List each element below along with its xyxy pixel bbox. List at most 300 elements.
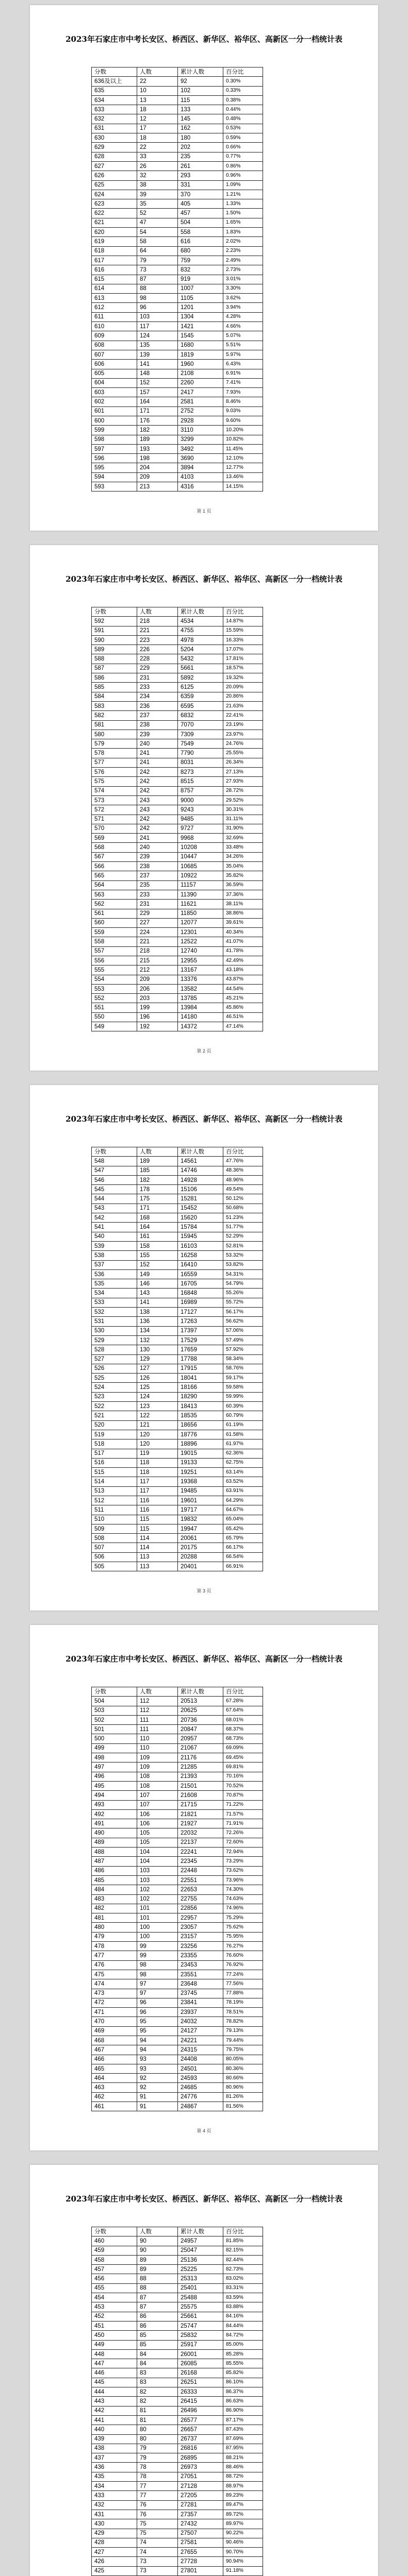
table-row — [92, 1819, 263, 1828]
cumulative-cell: 25747 — [178, 2321, 223, 2330]
percent-cell: 51.23% — [223, 1213, 263, 1223]
score-cell: 601 — [92, 406, 137, 416]
count-cell: 185 — [137, 1166, 178, 1175]
score-cell: 623 — [92, 199, 137, 209]
table-row — [92, 1439, 263, 1449]
cumulative-cell: 18896 — [178, 1439, 223, 1449]
score-cell: 515 — [92, 1468, 137, 1477]
score-cell: 633 — [92, 105, 137, 114]
percent-cell: 12.10% — [223, 454, 263, 463]
cumulative-cell: 759 — [178, 256, 223, 265]
count-cell: 86 — [137, 2312, 178, 2321]
cumulative-cell: 18776 — [178, 1430, 223, 1439]
table-row — [92, 1185, 263, 1194]
cumulative-cell: 25401 — [178, 2283, 223, 2293]
percent-cell: 62.36% — [223, 1449, 263, 1458]
score-cell: 452 — [92, 2312, 137, 2321]
count-cell: 234 — [137, 692, 178, 701]
cumulative-cell: 24867 — [178, 2102, 223, 2111]
cumulative-cell: 18166 — [178, 1383, 223, 1392]
table-row — [92, 815, 263, 824]
table-row — [92, 2246, 263, 2255]
table-row — [92, 2557, 263, 2566]
count-cell: 158 — [137, 1241, 178, 1250]
table-row — [92, 454, 263, 463]
score-cell: 537 — [92, 1260, 137, 1269]
cumulative-cell: 16989 — [178, 1298, 223, 1307]
percent-cell: 89.97% — [223, 2519, 263, 2529]
percent-cell: 76.27% — [223, 1942, 263, 1951]
table-row — [92, 1232, 263, 1241]
cumulative-cell: 27507 — [178, 2529, 223, 2538]
cumulative-cell: 133 — [178, 105, 223, 114]
count-cell: 77 — [137, 2482, 178, 2491]
percent-cell: 69.09% — [223, 1743, 263, 1753]
count-cell: 88 — [137, 284, 178, 293]
count-cell: 87 — [137, 2302, 178, 2312]
count-cell: 73 — [137, 265, 178, 275]
percent-cell: 83.59% — [223, 2293, 263, 2302]
cumulative-cell: 7790 — [178, 749, 223, 758]
score-cell: 518 — [92, 1439, 137, 1449]
table-row — [92, 416, 263, 425]
document-page — [30, 1085, 378, 1611]
count-cell: 134 — [137, 1326, 178, 1335]
cumulative-cell: 17127 — [178, 1308, 223, 1317]
score-cell: 581 — [92, 720, 137, 730]
count-cell: 26 — [137, 161, 178, 171]
count-cell: 89 — [137, 2265, 178, 2274]
table-row — [92, 2331, 263, 2340]
table-row — [92, 86, 263, 95]
table-row — [92, 1743, 263, 1753]
cumulative-cell: 4316 — [178, 482, 223, 492]
percent-cell: 59.99% — [223, 1392, 263, 1401]
count-cell: 136 — [137, 1317, 178, 1326]
count-cell: 54 — [137, 228, 178, 237]
cumulative-cell: 11621 — [178, 900, 223, 909]
score-cell: 631 — [92, 124, 137, 133]
cumulative-cell: 24315 — [178, 2045, 223, 2055]
table-row — [92, 1762, 263, 1772]
cumulative-cell: 25575 — [178, 2302, 223, 2312]
table-row — [92, 2008, 263, 2017]
score-cell: 520 — [92, 1420, 137, 1430]
count-cell: 115 — [137, 1524, 178, 1533]
percent-cell: 1.50% — [223, 209, 263, 218]
table-row — [92, 1308, 263, 1317]
percent-cell: 84.44% — [223, 2321, 263, 2330]
percent-cell: 32.69% — [223, 834, 263, 843]
count-cell: 82 — [137, 2387, 178, 2397]
percent-cell: 47.76% — [223, 1157, 263, 1166]
count-cell: 218 — [137, 617, 178, 626]
percent-cell: 3.30% — [223, 284, 263, 293]
cumulative-cell: 26333 — [178, 2387, 223, 2397]
score-cell: 467 — [92, 2045, 137, 2055]
table-row — [92, 739, 263, 749]
percent-cell: 75.95% — [223, 1932, 263, 1941]
cumulative-cell: 1960 — [178, 360, 223, 369]
count-cell: 182 — [137, 1175, 178, 1184]
count-cell: 152 — [137, 378, 178, 387]
percent-cell: 10.82% — [223, 435, 263, 444]
table-row — [92, 1515, 263, 1524]
count-cell: 73 — [137, 2566, 178, 2575]
count-cell: 130 — [137, 1345, 178, 1354]
count-cell: 91 — [137, 2102, 178, 2111]
count-cell: 221 — [137, 937, 178, 946]
percent-cell: 42.49% — [223, 956, 263, 965]
score-cell: 462 — [92, 2092, 137, 2102]
score-cell: 427 — [92, 2548, 137, 2557]
score-cell: 622 — [92, 209, 137, 218]
score-cell: 516 — [92, 1458, 137, 1467]
percent-cell: 65.42% — [223, 1524, 263, 1533]
score-cell: 579 — [92, 739, 137, 749]
count-cell: 17 — [137, 124, 178, 133]
table-row — [92, 2055, 263, 2064]
score-cell: 608 — [92, 341, 137, 350]
score-cell: 446 — [92, 2368, 137, 2378]
percent-cell: 89.23% — [223, 2491, 263, 2500]
count-cell: 121 — [137, 1420, 178, 1430]
percent-cell: 72.94% — [223, 1848, 263, 1857]
table-row — [92, 2312, 263, 2321]
table-row — [92, 1913, 263, 1923]
cumulative-cell: 21715 — [178, 1800, 223, 1809]
table-row — [92, 1166, 263, 1175]
score-cell: 573 — [92, 795, 137, 805]
table-row — [92, 1800, 263, 1809]
score-cell: 526 — [92, 1364, 137, 1373]
score-cell: 497 — [92, 1762, 137, 1772]
count-cell: 64 — [137, 246, 178, 256]
cumulative-cell: 293 — [178, 171, 223, 180]
count-cell: 176 — [137, 416, 178, 425]
score-cell: 595 — [92, 463, 137, 472]
percent-cell: 0.33% — [223, 86, 263, 95]
score-cell: 591 — [92, 626, 137, 635]
count-cell: 146 — [137, 1279, 178, 1289]
cumulative-cell: 9968 — [178, 834, 223, 843]
cumulative-cell: 23745 — [178, 1989, 223, 1998]
count-cell: 241 — [137, 749, 178, 758]
cumulative-cell: 25225 — [178, 2265, 223, 2274]
cumulative-cell: 2260 — [178, 378, 223, 387]
cumulative-cell: 23648 — [178, 1979, 223, 1989]
table-row — [92, 360, 263, 369]
table-row — [92, 918, 263, 927]
score-cell: 568 — [92, 843, 137, 852]
table-row — [92, 1157, 263, 1166]
percent-cell: 10.20% — [223, 426, 263, 435]
score-cell: 535 — [92, 1279, 137, 1289]
count-cell: 32 — [137, 171, 178, 180]
count-cell: 100 — [137, 1923, 178, 1932]
table-row — [92, 2368, 263, 2378]
count-cell: 103 — [137, 312, 178, 321]
table-row — [92, 805, 263, 815]
percent-cell: 7.41% — [223, 378, 263, 387]
percent-cell: 69.45% — [223, 1753, 263, 1762]
cumulative-cell: 10922 — [178, 871, 223, 880]
score-cell: 614 — [92, 284, 137, 293]
table-row — [92, 161, 263, 171]
score-cell: 624 — [92, 190, 137, 199]
score-cell: 471 — [92, 2008, 137, 2017]
percent-cell: 49.54% — [223, 1185, 263, 1194]
cumulative-cell: 19368 — [178, 1477, 223, 1486]
percent-cell: 85.28% — [223, 2349, 263, 2359]
percent-cell: 70.16% — [223, 1772, 263, 1781]
score-cell: 612 — [92, 303, 137, 312]
table-row — [92, 1970, 263, 1979]
cumulative-cell: 8273 — [178, 768, 223, 777]
count-cell: 108 — [137, 1772, 178, 1781]
cumulative-cell: 27581 — [178, 2538, 223, 2547]
table-row — [92, 1458, 263, 1467]
score-cell: 592 — [92, 617, 137, 626]
cumulative-cell: 9243 — [178, 805, 223, 815]
percent-cell: 29.52% — [223, 795, 263, 805]
score-cell: 448 — [92, 2349, 137, 2359]
score-cell: 473 — [92, 1989, 137, 1998]
cumulative-cell: 19133 — [178, 1458, 223, 1467]
score-cell: 567 — [92, 852, 137, 861]
table-row — [92, 133, 263, 143]
cumulative-cell: 17788 — [178, 1354, 223, 1364]
cumulative-cell: 6359 — [178, 692, 223, 701]
cumulative-cell: 27051 — [178, 2472, 223, 2481]
score-cell: 463 — [92, 2083, 137, 2092]
percent-cell: 64.67% — [223, 1505, 263, 1515]
cumulative-cell: 10447 — [178, 852, 223, 861]
count-cell: 88 — [137, 2283, 178, 2293]
table-row — [92, 388, 263, 397]
count-cell: 35 — [137, 199, 178, 209]
score-cell: 523 — [92, 1392, 137, 1401]
table-row — [92, 730, 263, 739]
percent-cell: 85.00% — [223, 2340, 263, 2349]
table-row — [92, 1715, 263, 1724]
table-row — [92, 2519, 263, 2529]
page-title: 2023年石家庄市中考长安区、桥西区、新华区、裕华区、高新区一分一档统计表 — [66, 574, 342, 584]
cumulative-cell: 4755 — [178, 626, 223, 635]
table-row — [92, 1505, 263, 1515]
cumulative-cell: 6125 — [178, 683, 223, 692]
table-row — [92, 1734, 263, 1743]
table-row — [92, 246, 263, 256]
percent-cell: 72.26% — [223, 1828, 263, 1838]
score-cell: 610 — [92, 322, 137, 331]
percent-cell: 20.09% — [223, 683, 263, 692]
percent-cell: 51.77% — [223, 1223, 263, 1232]
count-cell: 178 — [137, 1185, 178, 1194]
table-row — [92, 114, 263, 124]
table-row — [92, 2425, 263, 2434]
cumulative-cell: 22856 — [178, 1904, 223, 1913]
cumulative-cell: 1545 — [178, 331, 223, 341]
count-cell: 91 — [137, 2092, 178, 2102]
table-row — [92, 463, 263, 472]
column-header: 百分比 — [223, 607, 263, 617]
table-row — [92, 909, 263, 918]
count-cell: 101 — [137, 1904, 178, 1913]
percent-cell: 44.54% — [223, 984, 263, 993]
score-cell: 598 — [92, 435, 137, 444]
count-cell: 82 — [137, 2397, 178, 2406]
count-cell: 18 — [137, 133, 178, 143]
percent-cell: 2.73% — [223, 265, 263, 275]
table-row — [92, 1269, 263, 1279]
count-cell: 189 — [137, 1157, 178, 1166]
score-cell: 429 — [92, 2529, 137, 2538]
percent-cell: 57.06% — [223, 1326, 263, 1335]
percent-cell: 23.19% — [223, 720, 263, 730]
count-cell: 83 — [137, 2378, 178, 2387]
percent-cell: 48.96% — [223, 1175, 263, 1184]
count-cell: 80 — [137, 2434, 178, 2444]
count-cell: 120 — [137, 1430, 178, 1439]
count-cell: 12 — [137, 114, 178, 124]
count-cell: 196 — [137, 1012, 178, 1022]
percent-cell: 9.60% — [223, 416, 263, 425]
cumulative-cell: 24685 — [178, 2083, 223, 2092]
score-table — [91, 67, 263, 492]
table-row — [92, 654, 263, 664]
count-cell: 87 — [137, 275, 178, 284]
percent-cell: 57.49% — [223, 1335, 263, 1345]
score-table — [91, 1687, 263, 2111]
cumulative-cell: 26657 — [178, 2425, 223, 2434]
table-row — [92, 1223, 263, 1232]
score-cell: 536 — [92, 1269, 137, 1279]
percent-cell: 82.15% — [223, 2246, 263, 2255]
table-row — [92, 426, 263, 435]
percent-cell: 63.14% — [223, 1468, 263, 1477]
cumulative-cell: 832 — [178, 265, 223, 275]
cumulative-cell: 6595 — [178, 701, 223, 710]
cumulative-cell: 504 — [178, 218, 223, 227]
cumulative-cell: 24957 — [178, 2236, 223, 2246]
cumulative-cell: 7070 — [178, 720, 223, 730]
score-cell: 542 — [92, 1213, 137, 1223]
percent-cell: 43.18% — [223, 965, 263, 975]
count-cell: 124 — [137, 1392, 178, 1401]
count-cell: 83 — [137, 2368, 178, 2378]
cumulative-cell: 19601 — [178, 1496, 223, 1505]
cumulative-cell: 20625 — [178, 1706, 223, 1715]
percent-cell: 1.09% — [223, 180, 263, 190]
percent-cell: 63.52% — [223, 1477, 263, 1486]
count-cell: 215 — [137, 956, 178, 965]
count-cell: 111 — [137, 1725, 178, 1734]
table-row — [92, 862, 263, 871]
count-cell: 236 — [137, 701, 178, 710]
column-header: 累计人数 — [178, 2227, 223, 2236]
cumulative-cell: 25047 — [178, 2246, 223, 2255]
table-row — [92, 664, 263, 673]
table-row — [92, 105, 263, 114]
cumulative-cell: 23453 — [178, 1960, 223, 1970]
cumulative-cell: 20401 — [178, 1562, 223, 1571]
count-cell: 241 — [137, 834, 178, 843]
score-cell: 593 — [92, 482, 137, 492]
cumulative-cell: 27801 — [178, 2566, 223, 2575]
percent-cell: 54.79% — [223, 1279, 263, 1289]
count-cell: 110 — [137, 1743, 178, 1753]
cumulative-cell: 17659 — [178, 1345, 223, 1354]
cumulative-cell: 20847 — [178, 1725, 223, 1734]
count-cell: 135 — [137, 341, 178, 350]
table-row — [92, 1989, 263, 1998]
page-title: 2023年石家庄市中考长安区、桥西区、新华区、裕华区、高新区一分一档统计表 — [66, 1654, 342, 1664]
score-cell: 460 — [92, 2236, 137, 2246]
cumulative-cell: 1105 — [178, 294, 223, 303]
score-cell: 627 — [92, 161, 137, 171]
score-cell: 482 — [92, 1904, 137, 1913]
cumulative-cell: 102 — [178, 86, 223, 95]
percent-cell: 73.62% — [223, 1866, 263, 1875]
count-cell: 132 — [137, 1335, 178, 1345]
percent-cell: 5.07% — [223, 331, 263, 341]
table-row — [92, 218, 263, 227]
percent-cell: 80.96% — [223, 2083, 263, 2092]
cumulative-cell: 15784 — [178, 1223, 223, 1232]
score-cell: 630 — [92, 133, 137, 143]
count-cell: 117 — [137, 1486, 178, 1496]
column-header: 百分比 — [223, 1147, 263, 1157]
score-cell: 562 — [92, 900, 137, 909]
cumulative-cell: 19717 — [178, 1505, 223, 1515]
cumulative-cell: 1819 — [178, 350, 223, 359]
cumulative-cell: 1007 — [178, 284, 223, 293]
score-table — [91, 607, 263, 1031]
column-header: 分数 — [92, 607, 137, 617]
table-row — [92, 435, 263, 444]
cumulative-cell: 21176 — [178, 1753, 223, 1762]
table-row — [92, 2092, 263, 2102]
cumulative-cell: 9727 — [178, 824, 223, 833]
score-cell: 501 — [92, 1725, 137, 1734]
cumulative-cell: 21393 — [178, 1772, 223, 1781]
table-row — [92, 1317, 263, 1326]
cumulative-cell: 27432 — [178, 2519, 223, 2529]
score-cell: 514 — [92, 1477, 137, 1486]
percent-cell: 52.29% — [223, 1232, 263, 1241]
table-row — [92, 2463, 263, 2472]
percent-cell: 86.90% — [223, 2406, 263, 2415]
cumulative-cell: 12740 — [178, 946, 223, 956]
table-row — [92, 617, 263, 626]
table-row — [92, 1904, 263, 1913]
table-row — [92, 2453, 263, 2463]
table-row — [92, 2387, 263, 2397]
percent-cell: 1.83% — [223, 228, 263, 237]
count-cell: 148 — [137, 369, 178, 378]
table-row — [92, 1998, 263, 2007]
count-cell: 99 — [137, 1951, 178, 1960]
count-cell: 242 — [137, 815, 178, 824]
score-cell: 550 — [92, 1012, 137, 1022]
count-cell: 237 — [137, 711, 178, 720]
table-row — [92, 341, 263, 350]
percent-cell: 35.04% — [223, 862, 263, 871]
count-cell: 105 — [137, 1828, 178, 1838]
count-cell: 242 — [137, 824, 178, 833]
cumulative-cell: 25917 — [178, 2340, 223, 2349]
